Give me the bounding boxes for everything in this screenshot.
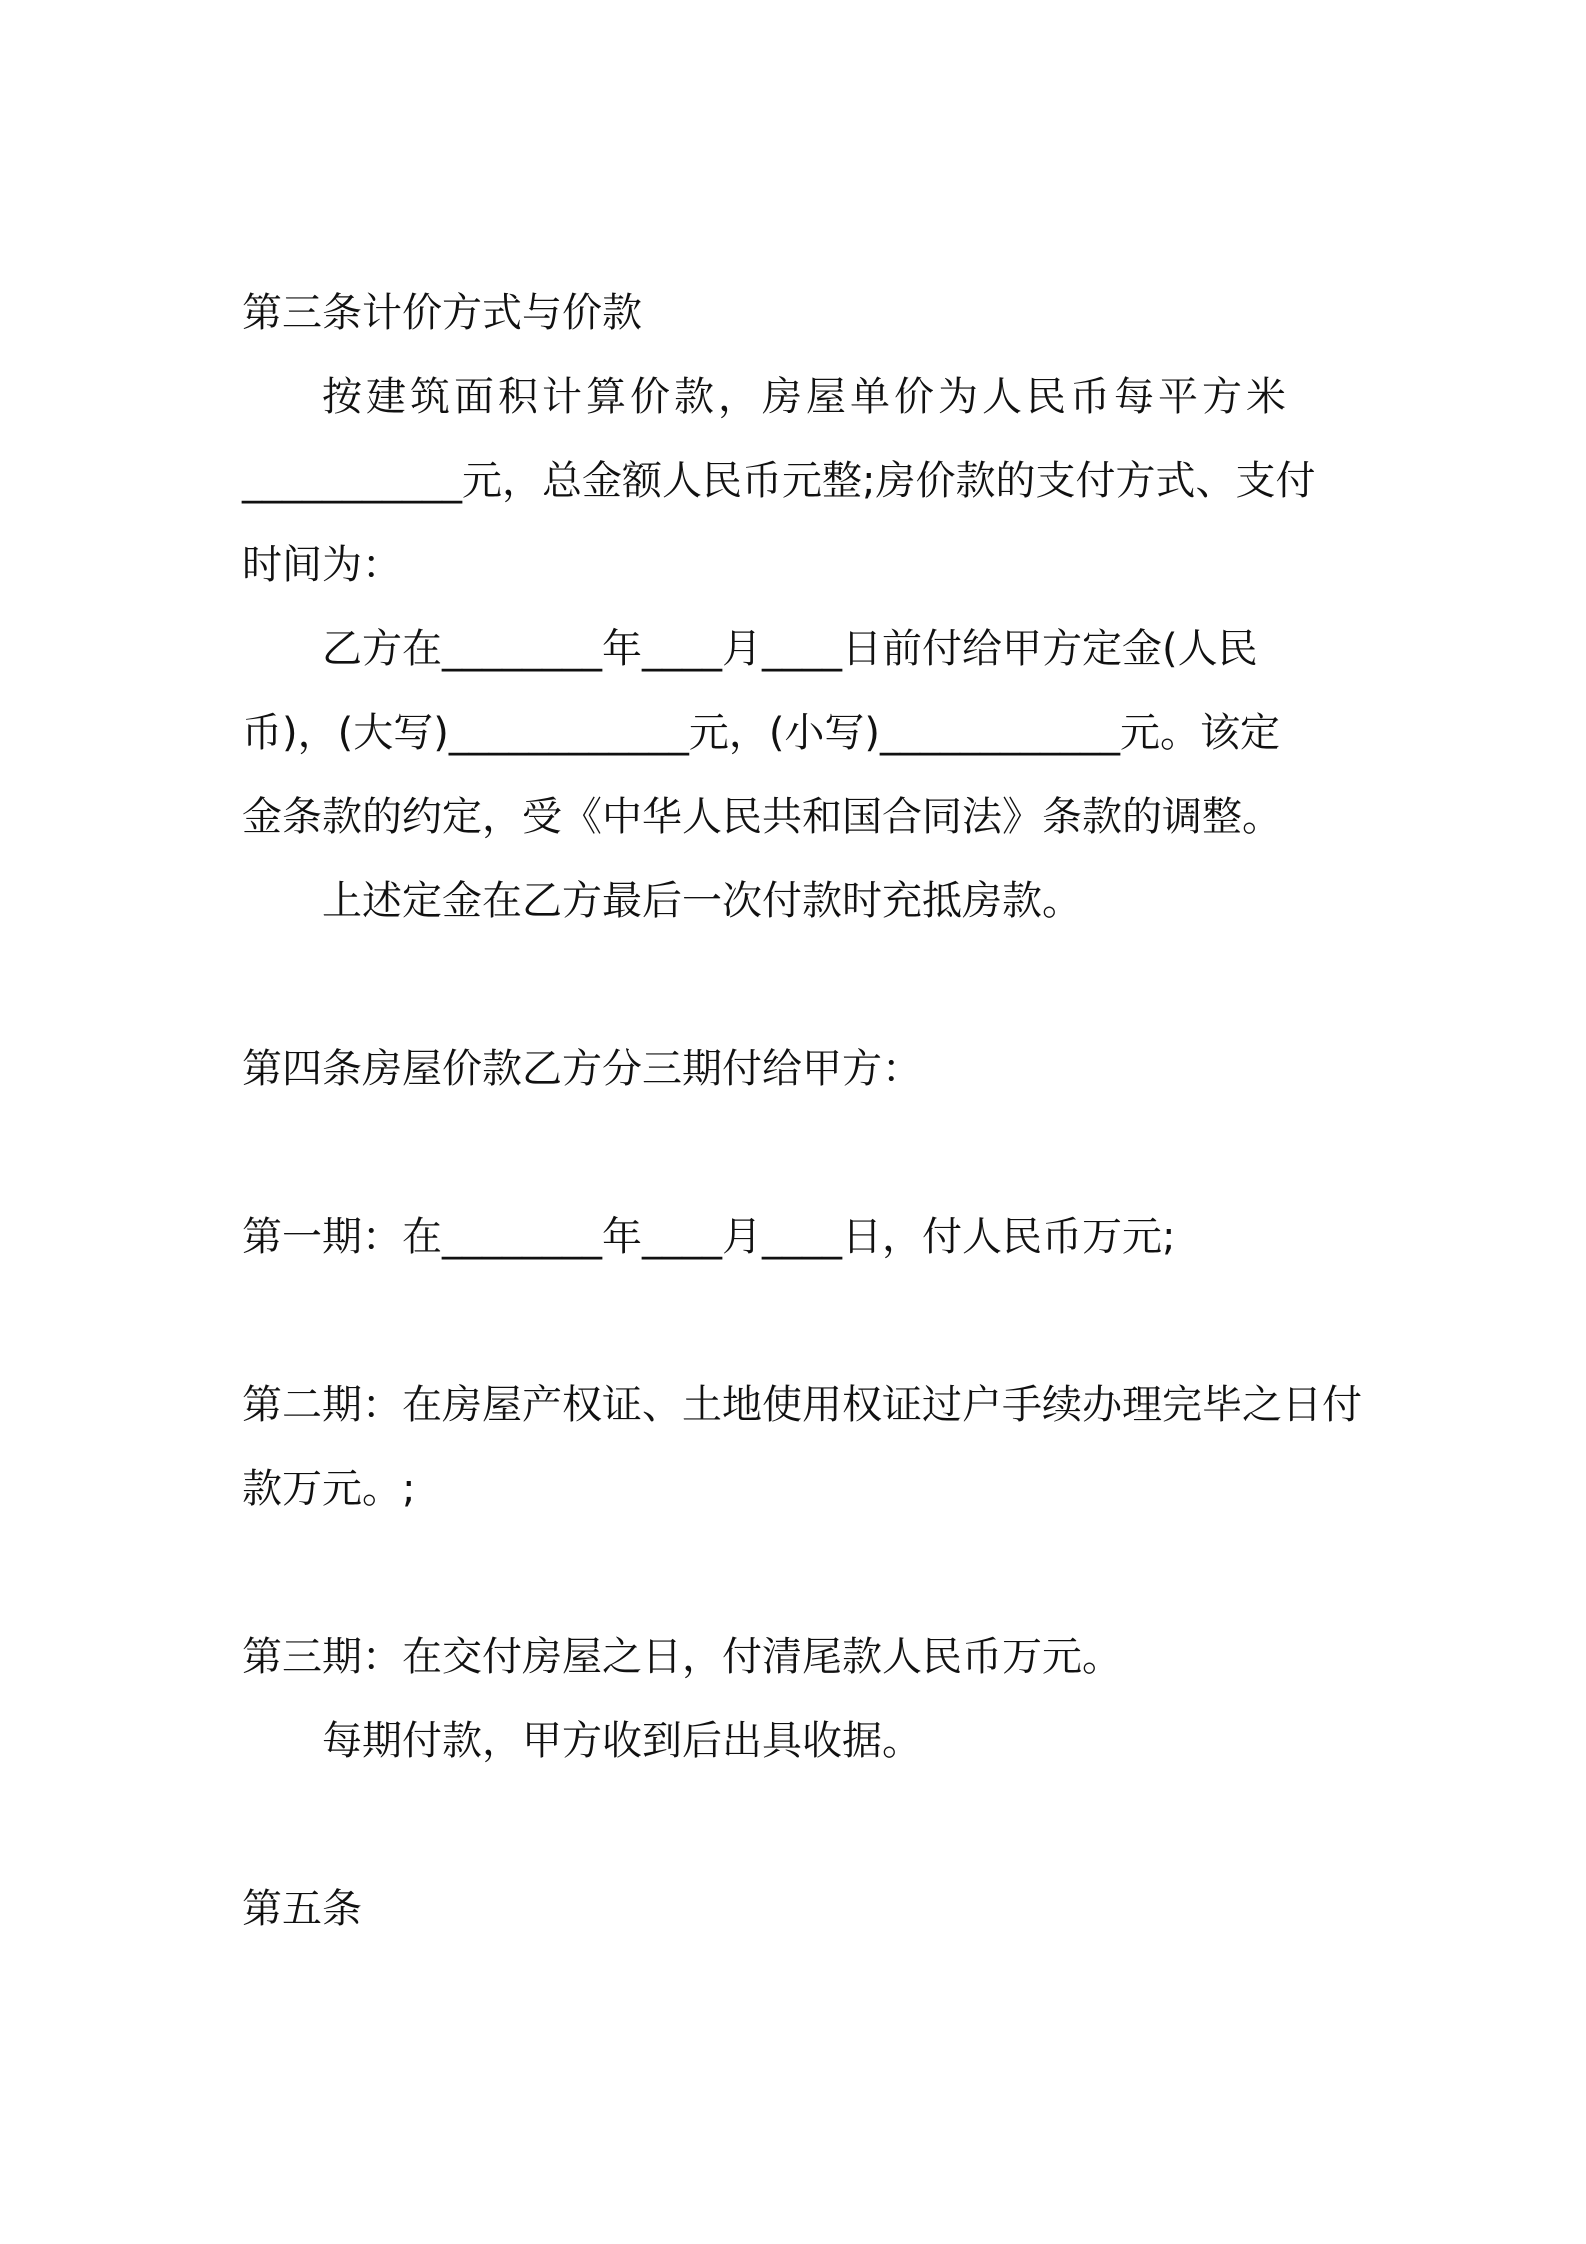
article-4-phase-2-line-1: 第二期：在房屋产权证、土地使用权证过户手续办理完毕之日付 [242,1382,1362,1428]
article-3-heading: 第三条计价方式与价款 [242,290,642,336]
article-3-paragraph-1-line-1: 按建筑面积计算价款，房屋单价为人民币每平方米 [322,374,1290,420]
article-3-paragraph-3: 上述定金在乙方最后一次付款时充抵房款。 [322,878,1082,924]
article-3-paragraph-2-line-2: 币)，(大写)____________元，(小写)____________元。该定 [242,710,1281,756]
article-3-paragraph-2-line-3: 金条款的约定，受《中华人民共和国合同法》条款的调整。 [242,794,1282,840]
article-4-phase-1: 第一期：在________年____月____日，付人民币万元; [242,1214,1176,1260]
article-4-phase-3: 第三期：在交付房屋之日，付清尾款人民币万元。 [242,1634,1122,1680]
article-4-phase-2-line-2: 款万元。; [242,1466,416,1512]
article-4-receipt-note: 每期付款，甲方收到后出具收据。 [322,1718,922,1764]
article-3-paragraph-1-line-3: 时间为： [242,542,402,588]
article-4-heading: 第四条房屋价款乙方分三期付给甲方： [242,1046,922,1092]
article-3-paragraph-2-line-1: 乙方在________年____月____日前付给甲方定金(人民 [322,626,1258,672]
article-5-heading: 第五条 [242,1886,362,1932]
article-3-paragraph-1-line-2: ___________元，总金额人民币元整;房价款的支付方式、支付 [242,458,1316,504]
